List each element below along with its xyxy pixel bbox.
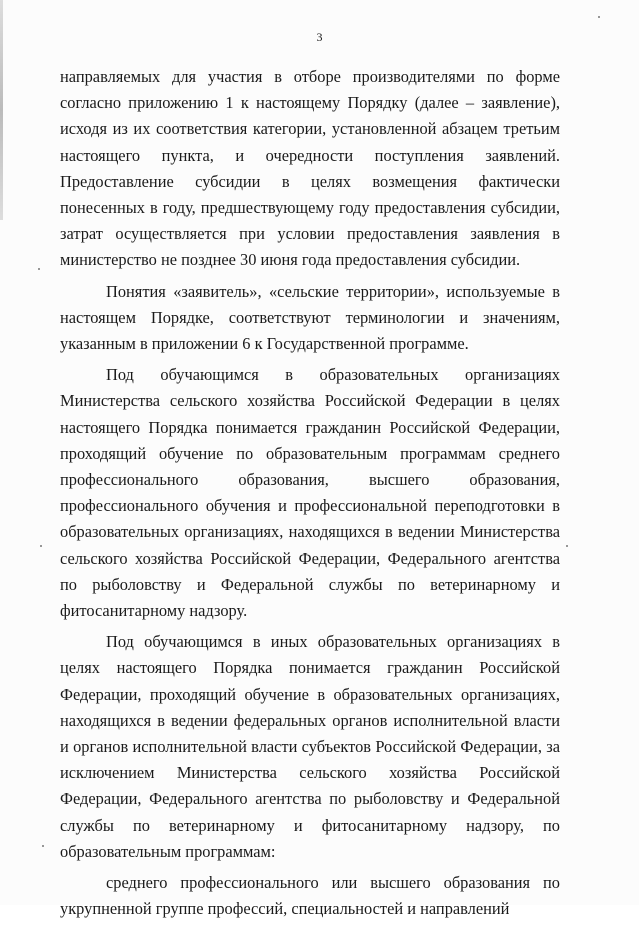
document-body bbox=[60, 64, 560, 928]
scan-speck bbox=[42, 845, 44, 847]
scan-speck bbox=[38, 268, 40, 270]
page-number: 3 bbox=[316, 30, 323, 44]
scan-speck bbox=[598, 16, 600, 18]
paragraph-education-programs: среднего профессионального или высшего образования по укрупненной группе профессий, специальностей и направлений bbox=[60, 873, 560, 919]
scan-speck bbox=[40, 545, 42, 547]
paragraph-other-students: Под обучающимся в иных образовательных организациях в целях настоящего Порядка понимается гражданин Российской Федерации, проходящий обучение в образовательных организациях, находящихся в ведении федеральных органов исполнительной власти и органов исполнительной власти субъектов Российской Федерации, за исключением Министерства сельского хозяйства Российской Федерации, Федерального агентства по рыболовству и Федеральной службы по ветеринарному и фитосанитарному надзору, по образовательным программам: bbox=[60, 632, 560, 861]
scan-speck bbox=[566, 545, 568, 547]
paragraph-ministry-students: Под обучающимся в образовательных организациях Министерства сельского хозяйства Российской Федерации в целях настоящего Порядка понимается гражданин Российской Федерации, проходящий обучение по образовательным программам среднего профессионального образования, высшего образования, профессионального обучения и профессиональной переподготовки в образовательных организациях, находящихся в ведении Министерства сельского хозяйства Российской Федерации, Федерального агентства по рыболовству и Федеральной службы по ветеринарному и фитосанитарному надзору. bbox=[60, 365, 560, 621]
paragraph-continuation: направляемых для участия в отборе производителями по форме согласно приложению 1 к настоящему Порядку (далее – заявление), исходя из их соответствия категории, установленной абзацем третьим настоящего пункта, и очередности поступления заявлений. Предоставление субсидии в целях возмещения фактически понесенных в году, предшествующему году предоставления субсидии, затрат осуществляется при условии предоставления заявления в министерство не позднее 30 июня года предоставления субсидии. bbox=[60, 67, 560, 270]
paragraph-terms: Понятия «заявитель», «сельские территории», используемые в настоящем Порядке, соответствуют терминологии и значениям, указанным в приложении 6 к Государственной программе. bbox=[60, 281, 560, 354]
